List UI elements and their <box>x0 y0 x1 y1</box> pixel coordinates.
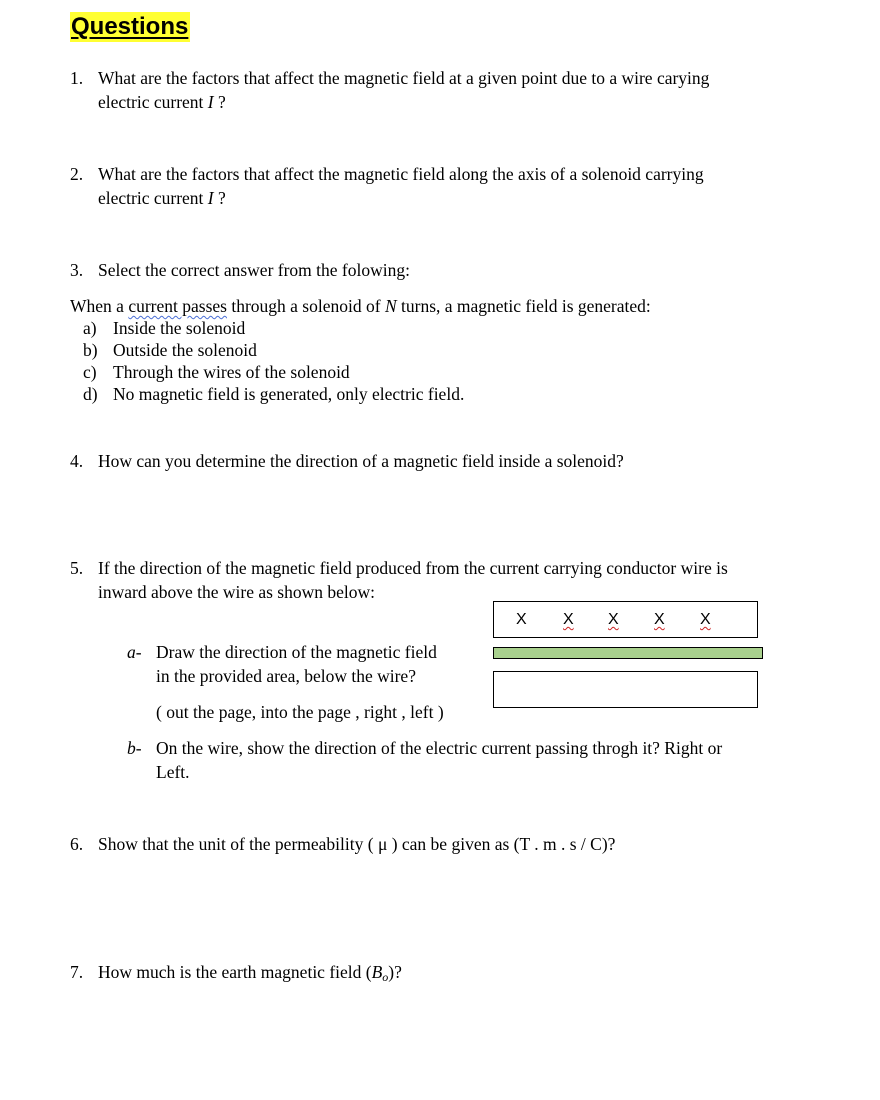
question-text-line <box>98 90 226 114</box>
option-a <box>83 316 245 340</box>
variable-n: N <box>384 296 397 316</box>
text-run: electric current <box>98 188 208 208</box>
question-stem <box>70 294 651 318</box>
option-d <box>83 382 464 406</box>
grammar-underlined-text: current passes <box>128 296 227 316</box>
text-run: How much is the earth magnetic field ( <box>98 962 372 982</box>
option-text: No magnetic field is generated, only electric field. <box>113 384 465 404</box>
option-text: Inside the solenoid <box>113 318 246 338</box>
question-text-line: How can you determine the direction of a magnetic field inside a solenoid? <box>98 451 624 471</box>
question-number: 6. <box>70 834 84 854</box>
field-into-page-mark: X <box>654 611 665 628</box>
question-text-line: Select the correct answer from the folowing: <box>98 260 410 280</box>
question-number: 7. <box>70 962 84 982</box>
part-a-label: a- <box>127 642 142 662</box>
option-letter: c) <box>83 362 97 382</box>
option-letter: a) <box>83 318 97 338</box>
question-number: 3. <box>70 260 84 280</box>
part-b-text-line: On the wire, show the direction of the electric current passing throgh it? Right or <box>156 738 723 758</box>
question-text-line <box>98 186 226 210</box>
question-text-line: inward above the wire as shown below: <box>98 582 376 602</box>
field-into-page-mark: X <box>608 611 619 628</box>
part-a-text-line: Draw the direction of the magnetic field <box>156 642 437 662</box>
option-letter: d) <box>83 384 98 404</box>
question-text-line: What are the factors that affect the magnetic field at a given point due to a wire carying <box>98 68 710 88</box>
magnetic-field-above-box <box>493 601 758 638</box>
question-text-line: Show that the unit of the permeability ( μ ) can be given as (T . m . s / C)? <box>98 834 616 854</box>
option-text: Outside the solenoid <box>113 340 257 360</box>
text-run: When a <box>70 296 129 316</box>
text-run: through a solenoid of <box>226 296 385 316</box>
option-b <box>83 338 257 362</box>
variable-b: B <box>371 962 383 982</box>
variable-i: I <box>207 92 214 112</box>
answer-area-below-wire[interactable] <box>493 671 758 708</box>
question-number: 1. <box>70 68 84 88</box>
question-text-line: If the direction of the magnetic field produced from the current carrying conductor wire is <box>98 558 728 578</box>
variable-subscript: o <box>382 970 389 984</box>
field-into-page-mark: X <box>516 611 527 628</box>
option-letter: b) <box>83 340 98 360</box>
variable-i: I <box>207 188 214 208</box>
text-run: electric current <box>98 92 208 112</box>
questions-heading: Questions <box>71 13 189 40</box>
question-text-line <box>98 960 402 989</box>
current-carrying-wire[interactable] <box>493 647 763 659</box>
part-b-label: b- <box>127 738 142 758</box>
field-into-page-mark: X <box>563 611 574 628</box>
text-run: ? <box>213 188 226 208</box>
question-text-line: What are the factors that affect the magnetic field along the axis of a solenoid carrying <box>98 164 704 184</box>
question-number: 2. <box>70 164 84 184</box>
text-run: turns, a magnetic field is generated: <box>396 296 651 316</box>
option-text: Through the wires of the solenoid <box>113 362 350 382</box>
option-c <box>83 360 350 384</box>
text-run: ? <box>213 92 226 112</box>
field-into-page-mark: X <box>700 611 711 628</box>
text-run: )? <box>388 962 402 982</box>
part-a-text-line: in the provided area, below the wire? <box>156 666 416 686</box>
part-a-choices: ( out the page, into the page , right , left ) <box>156 702 444 722</box>
part-b-text-line: Left. <box>156 762 190 782</box>
question-number: 5. <box>70 558 84 578</box>
question-number: 4. <box>70 451 84 471</box>
